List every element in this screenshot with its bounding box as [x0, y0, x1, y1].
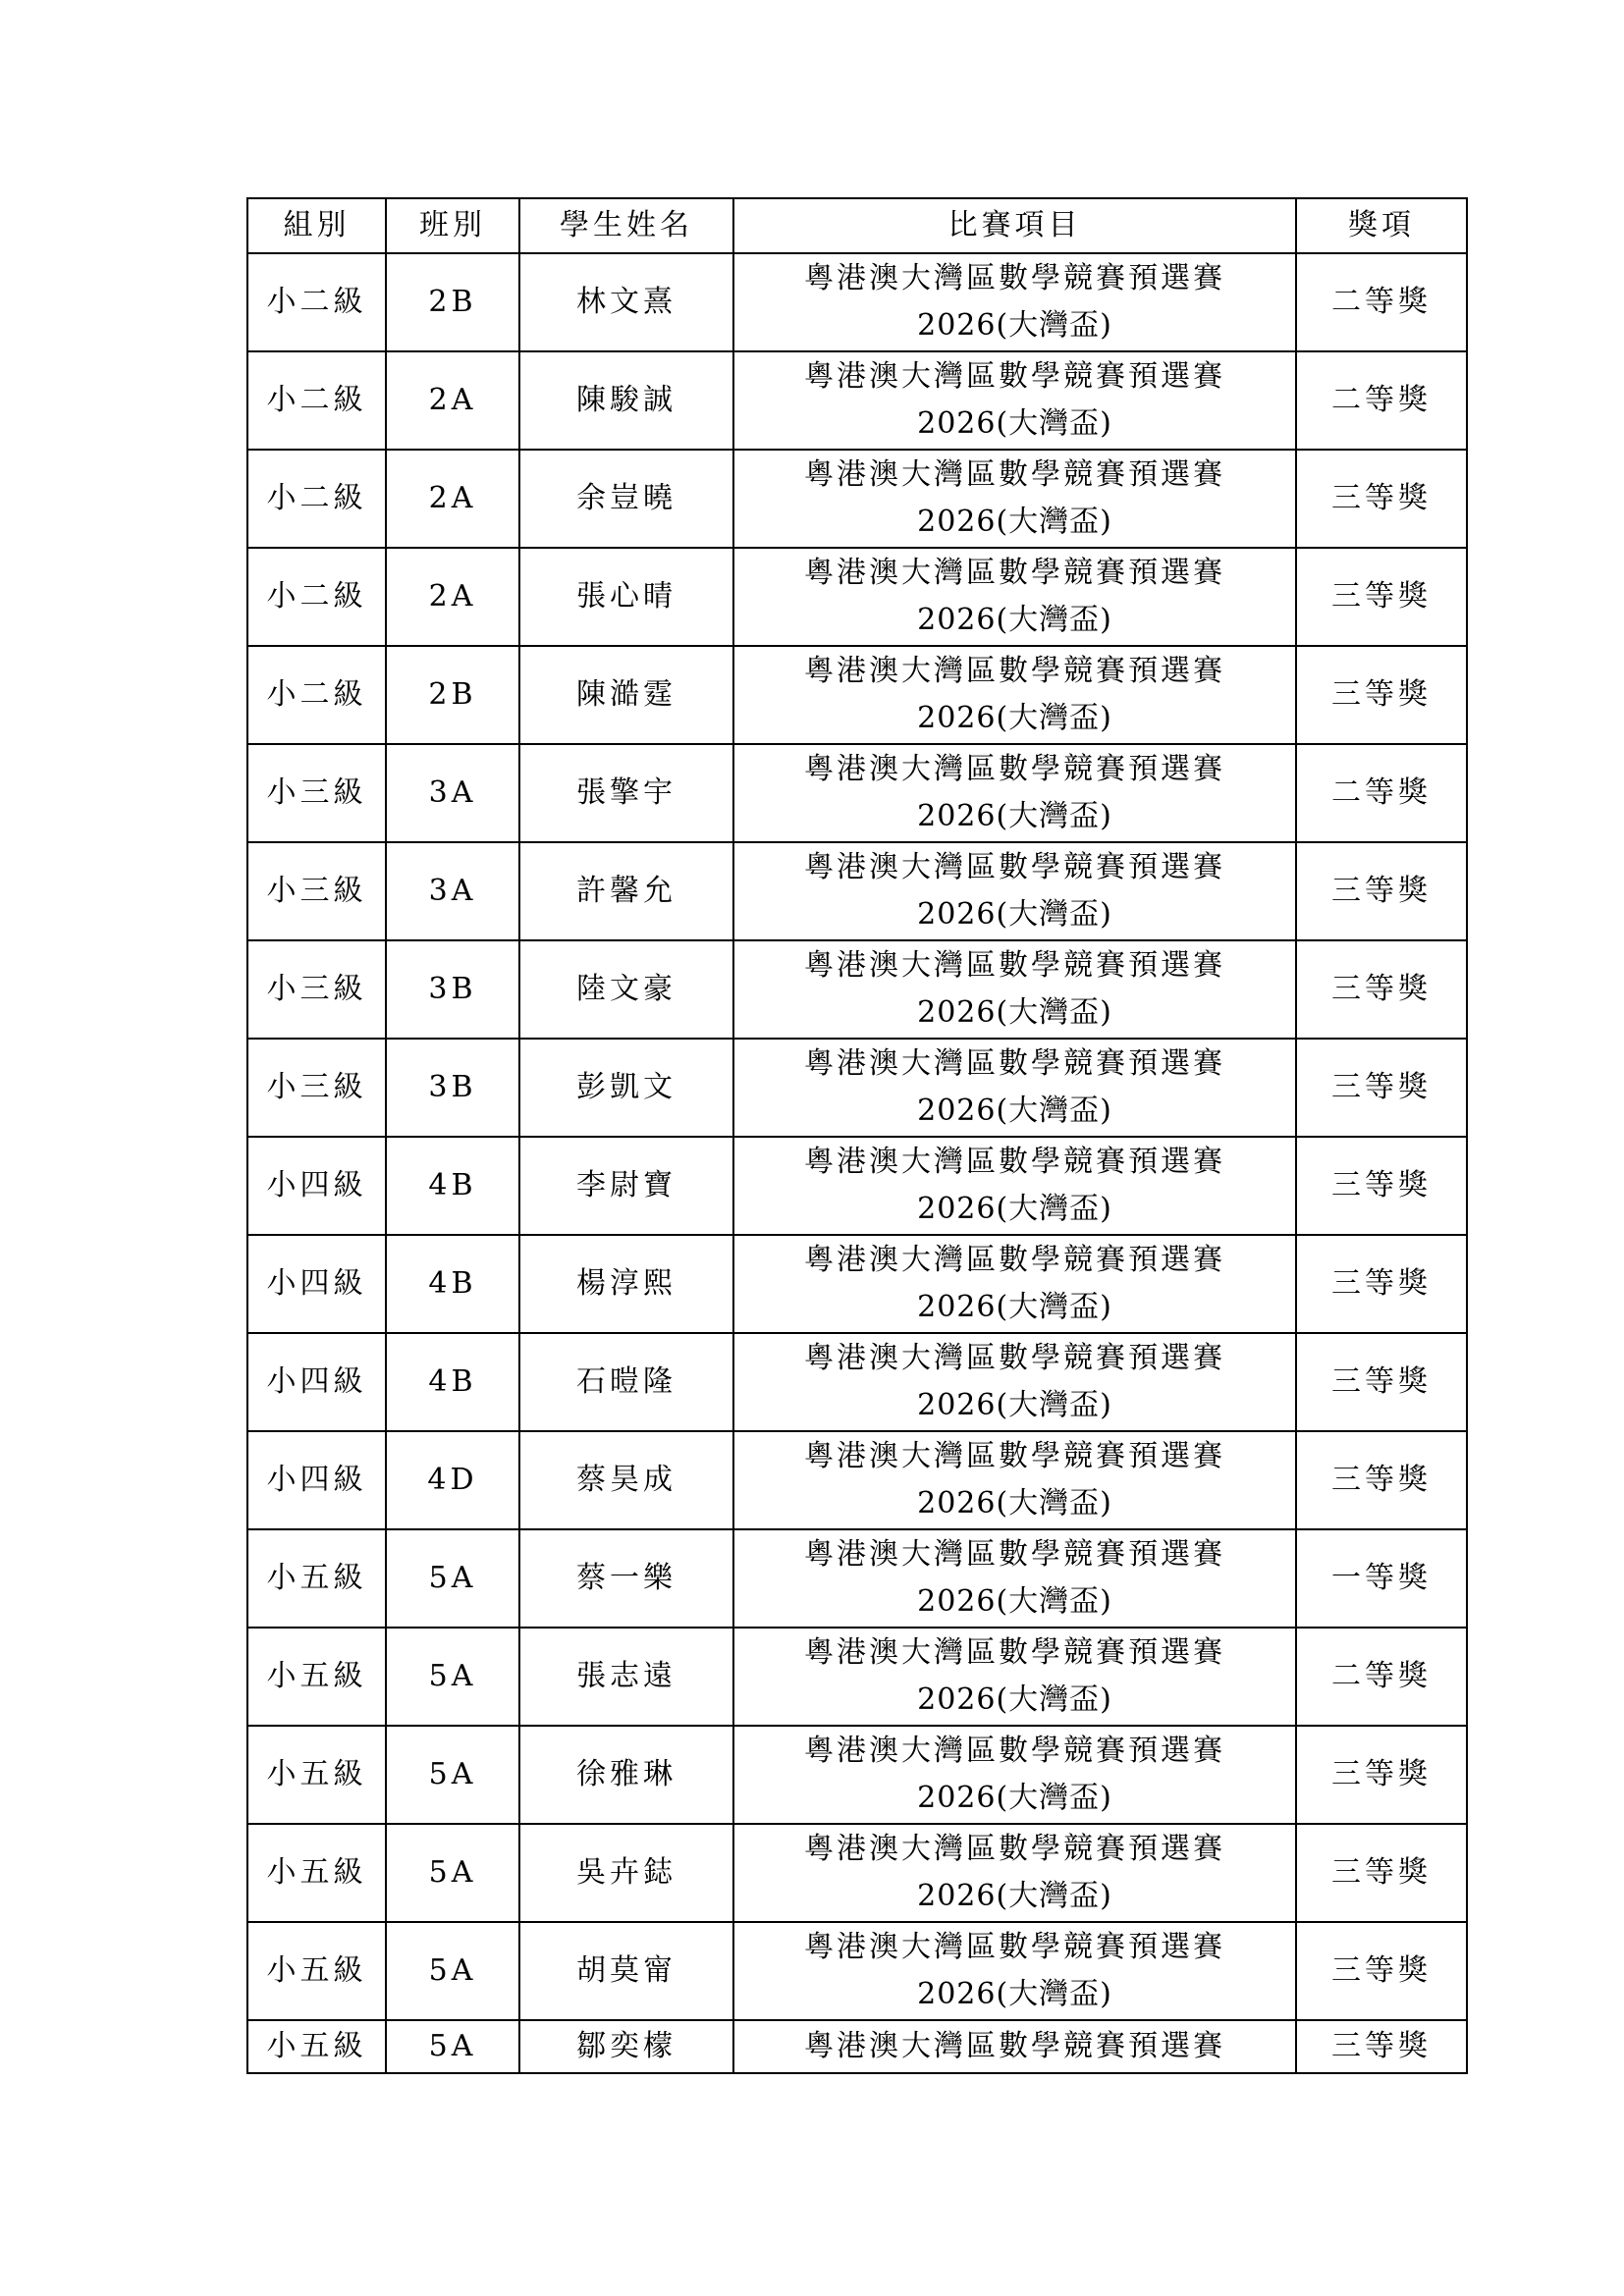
cell-award: 二等獎 — [1296, 744, 1467, 842]
event-title: 粵港澳大灣區數學競賽預選賽 — [804, 1930, 1225, 1964]
cell-student-name: 石暟隆 — [519, 1333, 733, 1431]
cell-group: 小二級 — [247, 548, 386, 646]
cell-group: 小五級 — [247, 1529, 386, 1628]
cell-award: 三等獎 — [1296, 1431, 1467, 1529]
event-title: 粵港澳大灣區數學競賽預選賽 — [804, 2029, 1225, 2063]
event-title: 粵港澳大灣區數學競賽預選賽 — [804, 1537, 1225, 1572]
header-group: 組別 — [247, 198, 386, 253]
cell-student-name: 胡莫甯 — [519, 1922, 733, 2020]
cell-group: 小三級 — [247, 744, 386, 842]
cell-group: 小五級 — [247, 1922, 386, 2020]
cell-award: 三等獎 — [1296, 1726, 1467, 1824]
cell-class: 4B — [386, 1235, 519, 1333]
cell-student-name: 張志遠 — [519, 1628, 733, 1726]
header-event: 比賽項目 — [733, 198, 1296, 253]
cell-award: 二等獎 — [1296, 1628, 1467, 1726]
cell-student-name: 蔡一樂 — [519, 1529, 733, 1628]
cell-class: 2A — [386, 548, 519, 646]
event-title: 粵港澳大灣區數學競賽預選賽 — [804, 1832, 1225, 1866]
cell-event — [733, 351, 1296, 450]
cell-student-name: 楊淳熙 — [519, 1235, 733, 1333]
cell-group: 小二級 — [247, 253, 386, 351]
cell-group: 小二級 — [247, 351, 386, 450]
table-row — [247, 1726, 1467, 1824]
event-title: 粵港澳大灣區數學競賽預選賽 — [804, 1145, 1225, 1179]
cell-group: 小四級 — [247, 1235, 386, 1333]
cell-event — [733, 548, 1296, 646]
cell-student-name: 許馨允 — [519, 842, 733, 940]
table-row — [247, 1039, 1467, 1137]
cell-group: 小二級 — [247, 450, 386, 548]
event-year: 2026(大灣盃) — [917, 1682, 1112, 1717]
cell-award: 三等獎 — [1296, 1039, 1467, 1137]
event-year: 2026(大灣盃) — [917, 799, 1112, 833]
cell-event — [733, 1529, 1296, 1628]
event-year: 2026(大灣盃) — [917, 1290, 1112, 1324]
cell-class: 5A — [386, 1726, 519, 1824]
table-row — [247, 842, 1467, 940]
cell-student-name: 徐雅琳 — [519, 1726, 733, 1824]
cell-student-name: 余豈曉 — [519, 450, 733, 548]
table-row — [247, 1824, 1467, 1922]
cell-student-name: 李尉寶 — [519, 1137, 733, 1235]
cell-class: 4D — [386, 1431, 519, 1529]
table-row — [247, 1529, 1467, 1628]
cell-group: 小四級 — [247, 1431, 386, 1529]
event-title: 粵港澳大灣區數學競賽預選賽 — [804, 850, 1225, 884]
cell-award: 三等獎 — [1296, 1922, 1467, 2020]
cell-event — [733, 842, 1296, 940]
cell-class: 5A — [386, 1824, 519, 1922]
cell-award: 三等獎 — [1296, 940, 1467, 1039]
event-title: 粵港澳大灣區數學競賽預選賽 — [804, 948, 1225, 983]
header-student-name: 學生姓名 — [519, 198, 733, 253]
cell-student-name: 陸文豪 — [519, 940, 733, 1039]
event-title: 粵港澳大灣區數學競賽預選賽 — [804, 654, 1225, 688]
event-year: 2026(大灣盃) — [917, 603, 1112, 637]
table-row — [247, 450, 1467, 548]
cell-event — [733, 744, 1296, 842]
table-row — [247, 351, 1467, 450]
cell-class: 5A — [386, 1628, 519, 1726]
event-title: 粵港澳大灣區數學競賽預選賽 — [804, 1341, 1225, 1375]
event-year: 2026(大灣盃) — [917, 505, 1112, 539]
cell-class: 5A — [386, 1922, 519, 2020]
cell-event — [733, 1824, 1296, 1922]
cell-class: 2A — [386, 351, 519, 450]
cell-group: 小五級 — [247, 1824, 386, 1922]
cell-award: 三等獎 — [1296, 1333, 1467, 1431]
cell-group: 小三級 — [247, 842, 386, 940]
event-title: 粵港澳大灣區數學競賽預選賽 — [804, 1635, 1225, 1670]
event-title: 粵港澳大灣區數學競賽預選賽 — [804, 752, 1225, 786]
event-year: 2026(大灣盃) — [917, 1879, 1112, 1913]
cell-class: 3A — [386, 842, 519, 940]
table-row — [247, 940, 1467, 1039]
table-row — [247, 1922, 1467, 2020]
event-year: 2026(大灣盃) — [917, 897, 1112, 932]
event-title: 粵港澳大灣區數學競賽預選賽 — [804, 261, 1225, 295]
event-year: 2026(大灣盃) — [917, 406, 1112, 441]
event-title: 粵港澳大灣區數學競賽預選賽 — [804, 1243, 1225, 1277]
cell-group: 小四級 — [247, 1333, 386, 1431]
cell-event — [733, 646, 1296, 744]
table-row — [247, 253, 1467, 351]
cell-group: 小二級 — [247, 646, 386, 744]
awards-table — [246, 197, 1468, 2074]
table-row — [247, 1235, 1467, 1333]
cell-student-name: 林文熹 — [519, 253, 733, 351]
event-year: 2026(大灣盃) — [917, 995, 1112, 1030]
cell-event — [733, 1333, 1296, 1431]
cell-group: 小三級 — [247, 1039, 386, 1137]
event-year: 2026(大灣盃) — [917, 1977, 1112, 2011]
table-header-row — [247, 198, 1467, 253]
cell-award: 三等獎 — [1296, 450, 1467, 548]
event-year: 2026(大灣盃) — [917, 308, 1112, 343]
table-row — [247, 1628, 1467, 1726]
cell-event — [733, 2020, 1296, 2073]
table-row — [247, 1137, 1467, 1235]
cell-award: 三等獎 — [1296, 1235, 1467, 1333]
event-year: 2026(大灣盃) — [917, 1192, 1112, 1226]
cell-student-name: 陳澔霆 — [519, 646, 733, 744]
cell-class: 2B — [386, 646, 519, 744]
table-body — [247, 253, 1467, 2073]
cell-event — [733, 1922, 1296, 2020]
cell-award: 三等獎 — [1296, 1137, 1467, 1235]
table-row — [247, 646, 1467, 744]
cell-student-name: 吳卉鋕 — [519, 1824, 733, 1922]
cell-group: 小五級 — [247, 1726, 386, 1824]
event-title: 粵港澳大灣區數學競賽預選賽 — [804, 1439, 1225, 1473]
cell-award: 三等獎 — [1296, 646, 1467, 744]
cell-award: 三等獎 — [1296, 842, 1467, 940]
cell-class: 3B — [386, 1039, 519, 1137]
cell-award: 二等獎 — [1296, 351, 1467, 450]
event-year: 2026(大灣盃) — [917, 1584, 1112, 1619]
cell-event — [733, 1039, 1296, 1137]
event-year: 2026(大灣盃) — [917, 1094, 1112, 1128]
header-class: 班別 — [386, 198, 519, 253]
cell-event — [733, 450, 1296, 548]
header-award: 獎項 — [1296, 198, 1467, 253]
cell-award: 三等獎 — [1296, 548, 1467, 646]
table-row — [247, 1431, 1467, 1529]
cell-award: 二等獎 — [1296, 253, 1467, 351]
cell-student-name: 張心晴 — [519, 548, 733, 646]
cell-student-name: 蔡昊成 — [519, 1431, 733, 1529]
cell-class: 3A — [386, 744, 519, 842]
table-row — [247, 2020, 1467, 2073]
cell-class: 3B — [386, 940, 519, 1039]
cell-class: 2B — [386, 253, 519, 351]
table-row — [247, 1333, 1467, 1431]
event-title: 粵港澳大灣區數學競賽預選賽 — [804, 1046, 1225, 1081]
cell-student-name: 彭凱文 — [519, 1039, 733, 1137]
cell-group: 小四級 — [247, 1137, 386, 1235]
cell-award: 一等獎 — [1296, 1529, 1467, 1628]
cell-event — [733, 1235, 1296, 1333]
cell-group: 小三級 — [247, 940, 386, 1039]
cell-class: 2A — [386, 450, 519, 548]
event-title: 粵港澳大灣區數學競賽預選賽 — [804, 1734, 1225, 1768]
cell-event — [733, 1137, 1296, 1235]
cell-class: 5A — [386, 1529, 519, 1628]
event-year: 2026(大灣盃) — [917, 1486, 1112, 1521]
event-year: 2026(大灣盃) — [917, 1781, 1112, 1815]
table-row — [247, 744, 1467, 842]
cell-group: 小五級 — [247, 2020, 386, 2073]
cell-event — [733, 253, 1296, 351]
cell-event — [733, 940, 1296, 1039]
table-row — [247, 548, 1467, 646]
event-title: 粵港澳大灣區數學競賽預選賽 — [804, 359, 1225, 394]
cell-class: 4B — [386, 1137, 519, 1235]
cell-event — [733, 1726, 1296, 1824]
cell-award: 三等獎 — [1296, 2020, 1467, 2073]
cell-event — [733, 1431, 1296, 1529]
cell-student-name: 張擎宇 — [519, 744, 733, 842]
event-title: 粵港澳大灣區數學競賽預選賽 — [804, 457, 1225, 492]
cell-event — [733, 1628, 1296, 1726]
cell-student-name: 陳駿誠 — [519, 351, 733, 450]
cell-award: 三等獎 — [1296, 1824, 1467, 1922]
cell-student-name: 鄒奕檬 — [519, 2020, 733, 2073]
event-title: 粵港澳大灣區數學競賽預選賽 — [804, 556, 1225, 590]
event-year: 2026(大灣盃) — [917, 1388, 1112, 1422]
event-year: 2026(大灣盃) — [917, 701, 1112, 735]
cell-class: 4B — [386, 1333, 519, 1431]
cell-group: 小五級 — [247, 1628, 386, 1726]
cell-class: 5A — [386, 2020, 519, 2073]
